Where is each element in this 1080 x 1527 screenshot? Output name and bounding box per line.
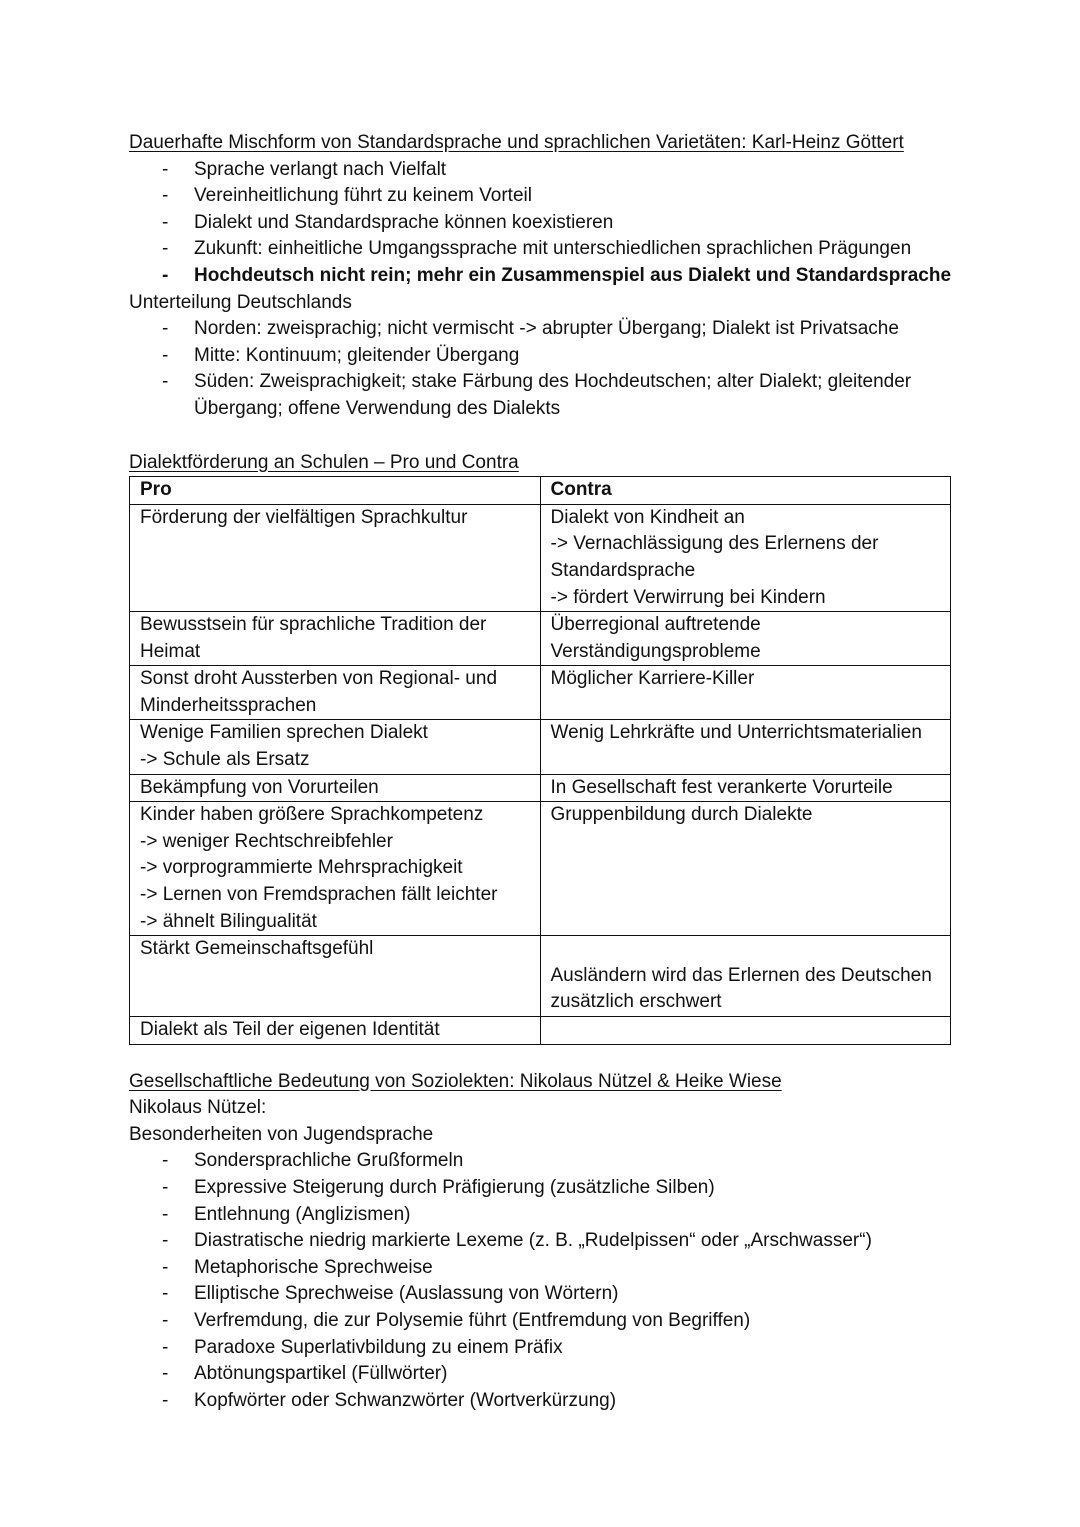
author-label: Nikolaus Nützel:	[129, 1097, 267, 1119]
cell-text: Bekämpfung von Vorurteilen	[140, 776, 379, 798]
list-item: - Verfremdung, die zur Polysemie führt (Entfremdung von Begriffen)	[129, 1308, 959, 1335]
list-item: - Norden: zweisprachig; nicht vermischt -> abrupter Übergang; Dialekt ist Privatsache	[129, 316, 959, 343]
cell-text: Dialekt von Kindheit an	[550, 506, 745, 528]
subheading-unterteilung: Unterteilung Deutschlands	[129, 291, 352, 313]
table-row	[130, 612, 951, 666]
list-item: - Dialekt und Standardsprache können koexistieren	[129, 210, 959, 237]
list-item: - Paradoxe Superlativbildung zu einem Präfix	[129, 1335, 959, 1362]
cell-text: Dialekt als Teil der eigenen Identität	[140, 1019, 440, 1040]
table-row	[130, 666, 951, 720]
section-heading-goettert: Dauerhafte Mischform von Standardsprache und sprachlichen Varietäten: Karl-Heinz Göttert	[129, 132, 904, 153]
table-row	[130, 802, 951, 936]
cell-text: -> vorprogrammierte Mehrsprachigkeit	[140, 857, 463, 879]
cell-text: Ausländern wird das Erlernen des Deutschen zusätzlich erschwert	[550, 964, 932, 1013]
pro-header: Pro	[130, 477, 541, 505]
pro-cell	[130, 1017, 541, 1045]
list-item: - Kopfwörter oder Schwanzwörter (Wortverkürzung)	[129, 1388, 959, 1415]
document-page	[129, 130, 959, 1414]
goettert-bullet-list	[129, 157, 959, 290]
table-header-row	[130, 477, 951, 505]
contra-cell	[540, 720, 951, 774]
cell-text: Stärkt Gemeinschaftsgefühl	[140, 938, 374, 960]
cell-text: Sonst droht Aussterben von Regional- und Minderheitssprachen	[140, 668, 498, 716]
cell-text: Gruppenbildung durch Dialekte	[550, 804, 813, 826]
cell-text: Bewusstsein für sprachliche Tradition der Heimat	[140, 614, 487, 662]
list-item: - Metaphorische Sprechweise	[129, 1255, 959, 1282]
cell-text: Kinder haben größere Sprachkompetenz	[140, 804, 484, 826]
list-item: - Mitte: Kontinuum; gleitender Übergang	[129, 343, 959, 370]
contra-cell	[540, 504, 951, 611]
list-item: - Sondersprachliche Grußformeln	[129, 1148, 959, 1175]
cell-text: -> ähnelt Bilingualität	[140, 910, 317, 932]
list-item: - Hochdeutsch nicht rein; mehr ein Zusammenspiel aus Dialekt und Standardsprache	[129, 263, 959, 290]
table-row	[130, 774, 951, 802]
contra-cell	[540, 802, 951, 936]
cell-text: -> Vernachlässigung des Erlernens der Standardsprache	[550, 533, 879, 581]
list-item: - Expressive Steigerung durch Präfigierung (zusätzliche Silben)	[129, 1175, 959, 1202]
list-item: - Elliptische Sprechweise (Auslassung von Wörtern)	[129, 1281, 959, 1308]
pro-cell	[130, 936, 541, 1017]
contra-cell	[540, 1017, 951, 1045]
pro-cell	[130, 774, 541, 802]
table-row	[130, 720, 951, 774]
list-item: - Abtönungspartikel (Füllwörter)	[129, 1361, 959, 1388]
pro-cell	[130, 612, 541, 666]
pro-cell	[130, 666, 541, 720]
subheading-jugendsprache: Besonderheiten von Jugendsprache	[129, 1123, 434, 1145]
cell-text: Förderung der vielfältigen Sprachkultur	[140, 506, 468, 528]
pro-cell	[130, 504, 541, 611]
list-item: - Vereinheitlichung führt zu keinem Vorteil	[129, 183, 959, 210]
table-row	[130, 1017, 951, 1045]
contra-header: Contra	[540, 477, 951, 505]
list-item: - Diastratische niedrig markierte Lexeme (z. B. „Rudelpissen“ oder „Arschwasser“)	[129, 1228, 959, 1255]
pro-cell	[130, 720, 541, 774]
list-item: - Sprache verlangt nach Vielfalt	[129, 157, 959, 184]
cell-text: Überregional auftretende Verständigungsprobleme	[550, 614, 761, 662]
section-heading-soziolekte: Gesellschaftliche Bedeutung von Soziolekten: Nikolaus Nützel & Heike Wiese	[129, 1070, 782, 1092]
cell-text: -> Schule als Ersatz	[140, 749, 310, 771]
cell-text: -> fördert Verwirrung bei Kindern	[550, 586, 826, 608]
cell-text: In Gesellschaft fest verankerte Vorurteile	[550, 776, 893, 798]
jugendsprache-bullet-list	[129, 1148, 959, 1414]
section-heading-dialektfoerderung: Dialektförderung an Schulen – Pro und Contra	[129, 451, 519, 473]
pro-cell	[130, 802, 541, 936]
contra-cell	[540, 936, 951, 1017]
list-item: - Entlehnung (Anglizismen)	[129, 1202, 959, 1229]
cell-text: -> Lernen von Fremdsprachen fällt leichter	[140, 884, 498, 906]
table-row	[130, 504, 951, 611]
list-item: - Süden: Zweisprachigkeit; stake Färbung des Hochdeutschen; alter Dialekt; gleitender Übergang; offene Verwendung des Dialekts	[129, 369, 959, 422]
cell-text: Möglicher Karriere-Killer	[550, 668, 755, 690]
regions-bullet-list	[129, 316, 959, 422]
list-item: - Zukunft: einheitliche Umgangssprache mit unterschiedlichen sprachlichen Prägungen	[129, 236, 959, 263]
cell-text: Wenige Familien sprechen Dialekt	[140, 722, 428, 744]
pro-contra-table	[129, 476, 951, 1044]
contra-cell	[540, 612, 951, 666]
contra-cell	[540, 666, 951, 720]
cell-text: Wenig Lehrkräfte und Unterrichtsmaterialien	[550, 722, 922, 744]
cell-text: -> weniger Rechtschreibfehler	[140, 830, 393, 852]
contra-cell	[540, 774, 951, 802]
table-row	[130, 936, 951, 1017]
